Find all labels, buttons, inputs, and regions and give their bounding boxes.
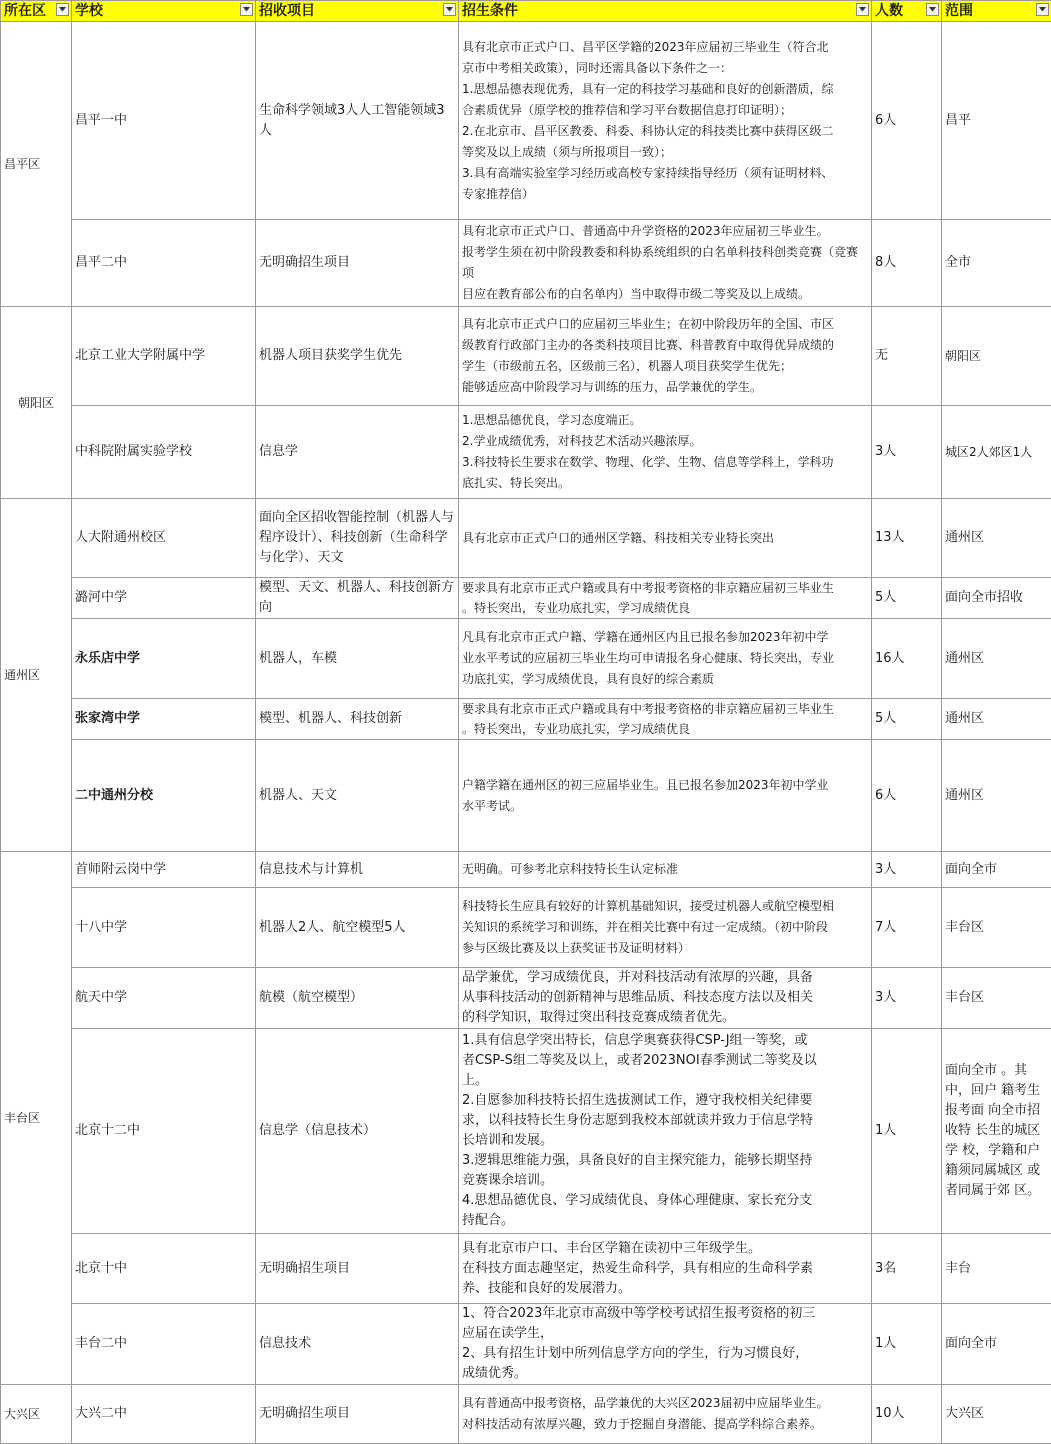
filter-dropdown-icon[interactable] [856, 3, 869, 16]
scope-line: 校，学籍和户 [962, 1143, 1040, 1158]
table-row [1, 888, 1051, 968]
project-line: 人工智能领域3人 [259, 103, 445, 138]
condition-line: 功底扎实，学习成绩优良，具有良好的综合素质 [462, 669, 868, 690]
header-scope: 范围 [942, 1, 1051, 22]
condition-line: 学生（市级前五名，区级前三名），机器人项目获奖学生优先； [462, 356, 868, 377]
condition-line: 的科学知识，取得过突出科技竞赛成绩者优先。 [462, 1008, 868, 1028]
filter-dropdown-icon[interactable] [240, 3, 253, 16]
district-cell: 昌平区 [1, 22, 72, 307]
condition-line: 2、具有招生计划中所列信息学方向的学生，行为习惯良好， [462, 1344, 868, 1364]
project-cell: 无明确招生项目 [256, 220, 459, 307]
conditions-cell [459, 578, 872, 619]
conditions-cell [459, 740, 872, 852]
condition-line: 科技特长生应具有较好的计算机基础知识，接受过机器人或航空模型相 [462, 896, 868, 917]
condition-line: 3.具有高端实验室学习经历或高校专家持续指导经历（须有证明材料、 [462, 163, 868, 184]
condition-line: 参与区级比赛及以上获奖证书及证明材料） [462, 938, 868, 959]
condition-line: 长培训和发展。 [462, 1131, 868, 1151]
district-cell: 大兴区 [1, 1385, 72, 1444]
district-cell: 朝阳区 [1, 307, 72, 499]
condition-line: 具有北京市正式户口、普通高中升学资格的2023年应届初三毕业生。 [462, 221, 868, 242]
count-cell: 5人 [872, 699, 942, 740]
table-row [1, 307, 1051, 406]
project-cell: 机器人，车模 [256, 619, 459, 699]
condition-line: 3.逻辑思维能力强，具备良好的自主探究能力，能够长期坚持 [462, 1151, 868, 1171]
project-cell: 无明确招生项目 [256, 1234, 459, 1304]
condition-line: 1.具有信息学突出特长，信息学奥赛获得CSP-J组一等奖，或 [462, 1031, 868, 1051]
school-cell: 大兴二中 [72, 1385, 256, 1444]
condition-line: 成绩优秀。 [462, 1364, 868, 1384]
condition-line: 目应在教育部公布的白名单内）当中取得市级二等奖及以上成绩。 [462, 284, 868, 305]
condition-line: 级教育行政部门主办的各类科技项目比赛、科普教育中取得优异成绩的 [462, 335, 868, 356]
condition-line: 要求具有北京市正式户籍或具有中考报考资格的非京籍应届初三毕业生 [462, 578, 868, 598]
count-cell: 6人 [872, 22, 942, 220]
condition-line: 2.在北京市、昌平区教委、科委、科协认定的科技类比赛中获得区级二 [462, 121, 868, 142]
condition-line: 对科技活动有浓厚兴趣，致力于挖掘自身潜能、提高学科综合素养。 [462, 1414, 868, 1435]
project-cell [256, 22, 459, 220]
project-cell: 机器人2人、航空模型5人 [256, 888, 459, 968]
scope-cell: 通州区 [942, 740, 1051, 852]
scope-line: 或者同属于郊 [945, 1163, 1040, 1198]
scope-line: 籍须同属城区 [945, 1163, 1023, 1178]
count-cell: 13人 [872, 499, 942, 578]
condition-line: 2.自愿参加科技特长招生选拔测试工作，遵守我校相关纪律要 [462, 1091, 868, 1111]
filter-dropdown-icon[interactable] [926, 3, 939, 16]
header-district: 所在区 [1, 1, 72, 22]
table-row [1, 699, 1051, 740]
conditions-cell [459, 220, 872, 307]
scope-cell: 丰台区 [942, 968, 1051, 1029]
conditions-cell [459, 22, 872, 220]
project-cell: 信息技术 [256, 1304, 459, 1385]
table-row [1, 406, 1051, 499]
condition-line: 专家推荐信） [462, 184, 868, 205]
condition-line: 持配合。 [462, 1211, 868, 1231]
project-line: 生命科学领域3人 [259, 103, 358, 118]
school-cell: 昌平二中 [72, 220, 256, 307]
condition-line: 京市中考相关政策），同时还需具备以下条件之一： [462, 58, 868, 79]
condition-line: 凡具有北京市正式户籍、学籍在通州区内且已报名参加2023年初中学 [462, 627, 868, 648]
scope-cell: 通州区 [942, 699, 1051, 740]
school-cell: 北京十二中 [72, 1029, 256, 1234]
condition-line: 合素质优异（原学校的推荐信和学习平台数据信息打印证明）； [462, 100, 868, 121]
condition-line: 4.思想品德优良、学习成绩优良、身体心理健康、家长充分支 [462, 1191, 868, 1211]
project-cell [256, 499, 459, 578]
school-cell: 十八中学 [72, 888, 256, 968]
condition-line: 求，以科技特长生身份志愿到我校本部就读并致力于信息学特 [462, 1111, 868, 1131]
condition-line: 1.思想品德表现优秀，具有一定的科技学习基础和良好的创新潜质，综 [462, 79, 868, 100]
project-cell: 信息学（信息技术） [256, 1029, 459, 1234]
filter-dropdown-icon[interactable] [443, 3, 456, 16]
count-cell: 无 [872, 307, 942, 406]
scope-line: 向全市招收特 [945, 1103, 1040, 1138]
scope-cell: 丰台区 [942, 888, 1051, 968]
condition-line: 3.科技特长生要求在数学、物理、化学、生物、信息等学科上，学科功 [462, 452, 868, 473]
header-row [1, 1, 1051, 22]
count-cell: 1人 [872, 1304, 942, 1385]
project-cell: 模型、机器人、科技创新 [256, 699, 459, 740]
table-row [1, 619, 1051, 699]
scope-cell: 通州区 [942, 619, 1051, 699]
condition-line: 。特长突出，专业功底扎实，学习成绩优良 [462, 719, 868, 739]
table-row [1, 968, 1051, 1029]
condition-line: 水平考试。 [462, 796, 868, 817]
scope-line: 。其中，回户 [945, 1063, 1027, 1098]
count-cell: 1人 [872, 1029, 942, 1234]
school-cell: 张家湾中学 [72, 699, 256, 740]
scope-cell: 全市 [942, 220, 1051, 307]
condition-line: 品学兼优，学习成绩优良，并对科技活动有浓厚的兴趣，具备 [462, 968, 868, 988]
condition-line: 养、技能和良好的发展潜力。 [462, 1279, 868, 1299]
condition-line: 竞赛课余培训。 [462, 1171, 868, 1191]
condition-line: 具有北京市户口、丰台区学籍在读初中三年级学生。 [462, 1239, 868, 1259]
table-row [1, 1234, 1051, 1304]
scope-cell: 大兴区 [942, 1385, 1051, 1444]
table-row [1, 578, 1051, 619]
condition-line: 要求具有北京市正式户籍或具有中考报考资格的非京籍应届初三毕业生 [462, 699, 868, 719]
scope-cell: 丰台 [942, 1234, 1051, 1304]
conditions-cell [459, 1234, 872, 1304]
project-cell: 信息学 [256, 406, 459, 499]
conditions-cell: 无明确。可参考北京科技特长生认定标准 [459, 852, 872, 888]
scope-line: 区。 [1014, 1183, 1040, 1198]
project-line: 程序设计）、科技创新（生命科学 [259, 530, 448, 545]
project-cell: 无明确招生项目 [256, 1385, 459, 1444]
conditions-cell: 具有北京市正式户口的通州区学籍、科技相关专业特长突出 [459, 499, 872, 578]
project-cell [256, 578, 459, 619]
school-cell: 北京十中 [72, 1234, 256, 1304]
scope-cell: 通州区 [942, 499, 1051, 578]
scope-line: 长生的城区学 [945, 1123, 1040, 1158]
condition-line: 报考学生须在初中阶段教委和科协系统组织的白名单科技科创类竞赛（竞赛项 [462, 242, 868, 284]
conditions-cell [459, 619, 872, 699]
table-row [1, 22, 1051, 220]
count-cell: 7人 [872, 888, 942, 968]
conditions-cell [459, 699, 872, 740]
condition-line: 等奖及以上成绩（须与所报项目一致）； [462, 142, 868, 163]
table-row [1, 1304, 1051, 1385]
project-line: 面向全区招收智能控制（机器人与 [259, 510, 454, 525]
conditions-cell [459, 968, 872, 1029]
condition-line: 。特长突出，专业功底扎实，学习成绩优良 [462, 598, 868, 618]
table-row [1, 740, 1051, 852]
school-cell: 昌平一中 [72, 22, 256, 220]
condition-line: 能够适应高中阶段学习与训练的压力，品学兼优的学生。 [462, 377, 868, 398]
condition-line: 2.学业成绩优秀，对科技艺术活动兴趣浓厚。 [462, 431, 868, 452]
count-cell: 3人 [872, 852, 942, 888]
condition-line: 具有北京市正式户口的应届初三毕业生；在初中阶段历年的全国、市区 [462, 314, 868, 335]
project-cell: 机器人、天文 [256, 740, 459, 852]
scope-cell: 昌平 [942, 22, 1051, 220]
filter-dropdown-icon[interactable] [1036, 3, 1049, 16]
scope-cell: 面向全市 [942, 852, 1051, 888]
project-line: 模型、天文、机器人、科技创新方 [259, 580, 454, 595]
count-cell: 5人 [872, 578, 942, 619]
condition-line: 具有北京市正式户口、昌平区学籍的2023年应届初三毕业生（符合北 [462, 37, 868, 58]
project-cell: 信息技术与计算机 [256, 852, 459, 888]
table-row [1, 1029, 1051, 1234]
scope-cell: 城区2人郊区1人 [942, 406, 1051, 499]
header-project: 招收项目 [256, 1, 459, 22]
scope-line: 面向全市 [945, 1063, 997, 1078]
school-cell: 永乐店中学 [72, 619, 256, 699]
condition-line: 在科技方面志趣坚定，热爱生命科学，具有相应的生命科学素 [462, 1259, 868, 1279]
conditions-cell [459, 307, 872, 406]
school-cell: 人大附通州校区 [72, 499, 256, 578]
school-cell: 潞河中学 [72, 578, 256, 619]
project-cell: 机器人项目获奖学生优先 [256, 307, 459, 406]
condition-line: 上。 [462, 1071, 868, 1091]
school-cell: 北京工业大学附属中学 [72, 307, 256, 406]
count-cell: 3名 [872, 1234, 942, 1304]
scope-cell: 朝阳区 [942, 307, 1051, 406]
count-cell: 10人 [872, 1385, 942, 1444]
school-cell: 丰台二中 [72, 1304, 256, 1385]
condition-line: 者CSP-S组二等奖及以上，或者2023NOI春季测试二等奖及以 [462, 1051, 868, 1071]
condition-line: 1.思想品德优良，学习态度端正。 [462, 410, 868, 431]
condition-line: 底扎实、特长突出。 [462, 473, 868, 494]
conditions-cell [459, 1029, 872, 1234]
condition-line: 具有普通高中报考资格，品学兼优的大兴区2023届初中应届毕业生。 [462, 1393, 868, 1414]
scope-cell: 面向全市 [942, 1304, 1051, 1385]
project-line: 向 [259, 600, 272, 615]
condition-line: 应届在读学生， [462, 1324, 868, 1344]
header-count: 人数 [872, 1, 942, 22]
table-row [1, 220, 1051, 307]
project-line: 与化学）、天文 [259, 550, 344, 565]
school-cell: 二中通州分校 [72, 740, 256, 852]
conditions-cell [459, 406, 872, 499]
district-cell: 丰台区 [1, 852, 72, 1385]
scope-cell [942, 1029, 1051, 1234]
conditions-cell [459, 1304, 872, 1385]
condition-line: 从事科技活动的创新精神与思维品质、科技态度方法以及相关 [462, 988, 868, 1008]
conditions-cell [459, 888, 872, 968]
scope-cell: 面向全市招收 [942, 578, 1051, 619]
conditions-cell [459, 1385, 872, 1444]
condition-line: 户籍学籍在通州区的初三应届毕业生。且已报名参加2023年初中学业 [462, 775, 868, 796]
header-conditions: 招生条件 [459, 1, 872, 22]
district-cell: 通州区 [1, 499, 72, 852]
condition-line: 关知识的系统学习和训练，并在相关比赛中有过一定成绩。（初中阶段 [462, 917, 868, 938]
table-row [1, 1385, 1051, 1444]
header-school: 学校 [72, 1, 256, 22]
school-cell: 航天中学 [72, 968, 256, 1029]
count-cell: 16人 [872, 619, 942, 699]
condition-line: 业水平考试的应届初三毕业生均可申请报名身心健康、特长突出，专业 [462, 648, 868, 669]
count-cell: 3人 [872, 968, 942, 1029]
table-row [1, 499, 1051, 578]
school-cell: 中科院附属实验学校 [72, 406, 256, 499]
count-cell: 8人 [872, 220, 942, 307]
school-cell: 首师附云岗中学 [72, 852, 256, 888]
filter-dropdown-icon[interactable] [56, 3, 69, 16]
count-cell: 6人 [872, 740, 942, 852]
project-cell: 航模（航空模型） [256, 968, 459, 1029]
condition-line: 1、符合2023年北京市高级中等学校考试招生报考资格的初三 [462, 1304, 868, 1324]
table-row [1, 852, 1051, 888]
count-cell: 3人 [872, 406, 942, 499]
scope-line: 籍考生报考面 [945, 1083, 1040, 1118]
